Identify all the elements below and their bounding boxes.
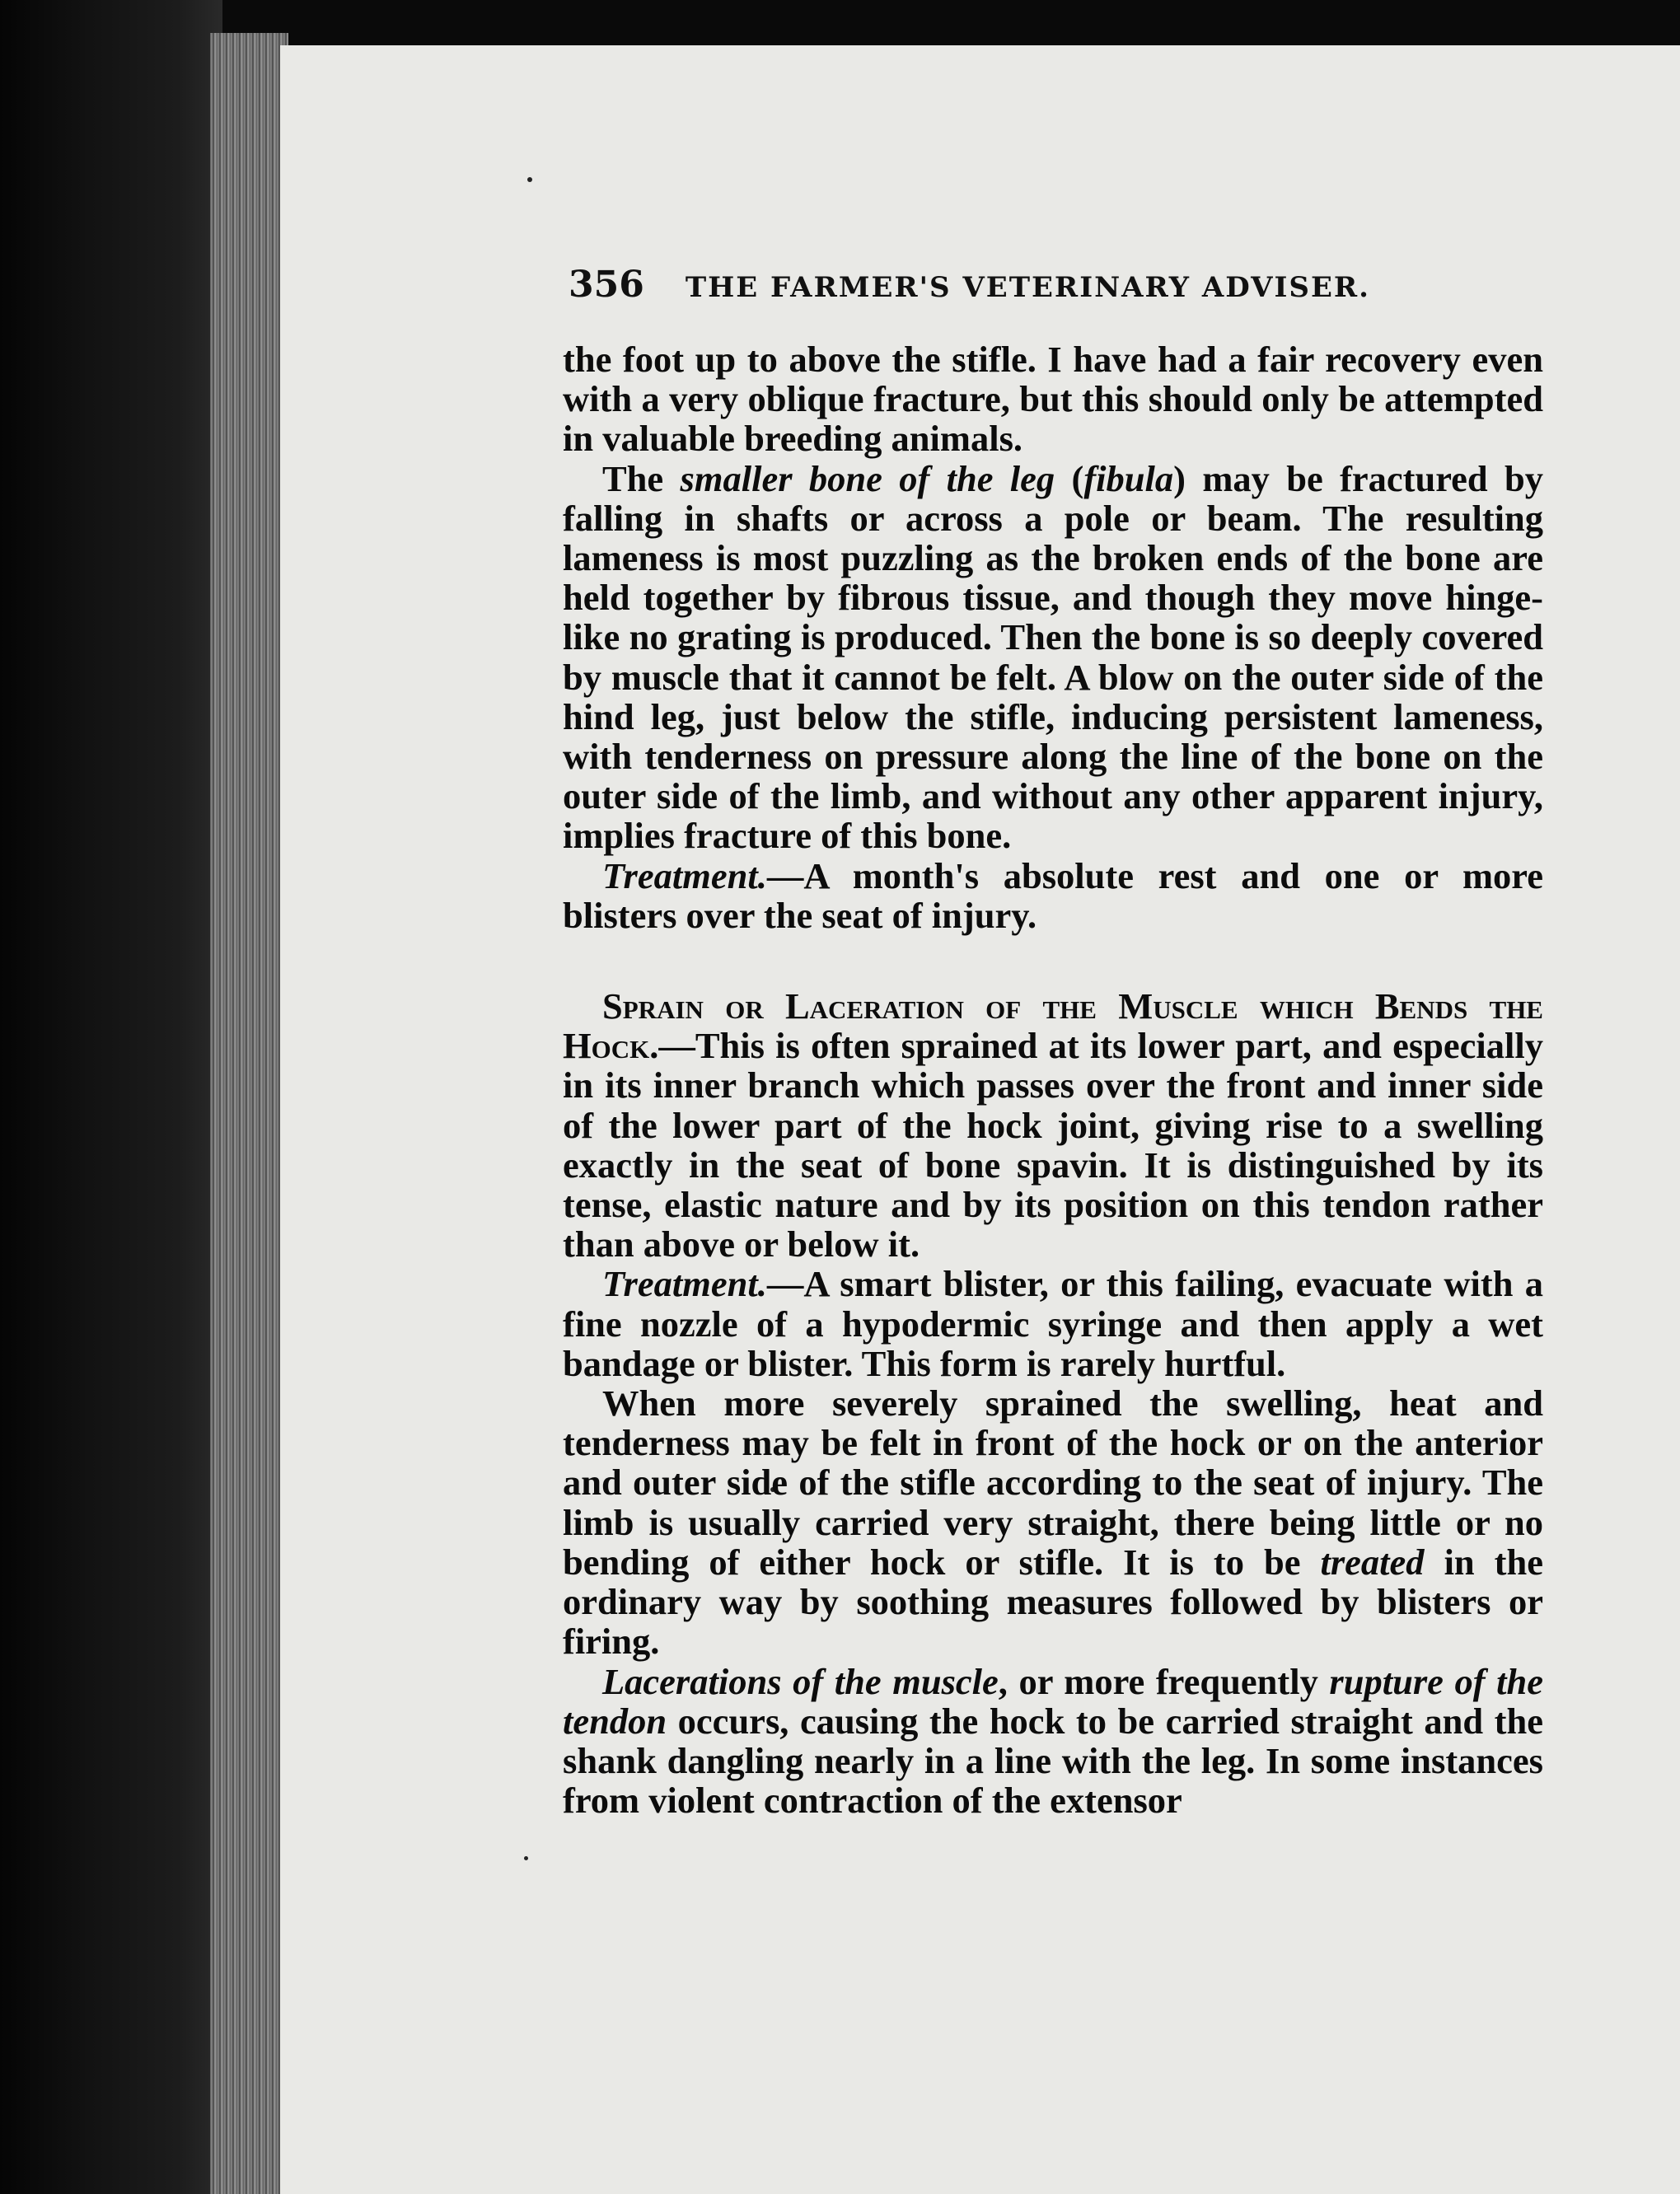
italic-term: rupture of the tendon	[563, 1660, 1543, 1742]
italic-term: smaller bone of the leg	[680, 457, 1055, 499]
section-heading: Sprain or Laceration of the Muscle which Bends the Hock.	[563, 985, 1543, 1067]
paragraph-text: the foot up to above the stifle. I have had a fair recovery even with a very oblique fracture, but this should only be attempted in valuable breeding animals.	[563, 339, 1543, 460]
treatment-label: Treatment.	[602, 1263, 767, 1305]
page-header	[569, 264, 1409, 306]
speck	[527, 177, 532, 182]
page-number: 356	[569, 264, 644, 306]
paragraph-text: —This is often sprained at its lower part, and especially in its inner branch which passes over the front and inner side of the lower part of the hock joint, giving rise to a swelling exactly in the seat of bone spavin. It is distinguished by its tense, elastic nature and by its position on this tendon rather than above or below it.	[563, 1025, 1543, 1265]
paragraph-text: —A month's absolute rest and one or more blisters over the seat of injury.	[563, 854, 1543, 936]
paragraph-text: —A smart blister, or this failing, evacuate with a fine nozzle of a hypodermic syringe and then apply a wet bandage or blister. This form is rarely hurtful.	[563, 1263, 1543, 1384]
paragraph-treatment-2	[563, 1264, 1543, 1383]
book-spine	[0, 0, 222, 2194]
speck	[524, 1856, 528, 1860]
paragraph-treatment-1	[563, 856, 1543, 935]
running-title: THE FARMER'S VETERINARY ADVISER.	[685, 271, 1370, 304]
italic-term: Lacerations of the muscle	[602, 1660, 999, 1702]
paragraph-text: , or more frequently	[998, 1660, 1330, 1702]
paragraph-text: The	[602, 457, 681, 499]
paragraph-text: in the ordinary way by soothing measures followed by blisters or firing.	[563, 1541, 1544, 1663]
paragraph-lacerations	[563, 1662, 1543, 1821]
paragraph-text: (	[1055, 457, 1084, 499]
body-text	[563, 339, 1543, 1820]
italic-term: fibula	[1083, 457, 1174, 499]
paragraph-text: When more severely sprained the swelling, heat and tenderness may be felt in front of the hock or on the anterior and outer side of the stifle according to the seat of injury. The limb is usually carried very straight, there being little or no bending of either hock or stifle. It is to be	[563, 1382, 1543, 1583]
paragraph-sprain	[563, 986, 1543, 1264]
treatment-label: Treatment.	[602, 854, 767, 896]
page-edges	[210, 33, 288, 2194]
paragraph-text: ) may be fractured by falling in shafts or across a pole or beam. The resulting lameness is most puzzling as the broken ends of the bone are held together by fibrous tissue, and though they move hinge-like no grating is produced. Then the bone is so deeply covered by muscle that it cannot be felt. A blow on the outer side of the hind leg, just below the stifle, inducing persistent lameness, with tenderness on pressure along the line of the bone on the outer side of the limb, and without any other apparent injury, implies fracture of this bone.	[563, 457, 1543, 857]
paragraph-severe-sprain	[563, 1383, 1543, 1661]
italic-term: treated	[1320, 1541, 1425, 1583]
paragraph-fibula	[563, 459, 1543, 856]
paragraph-continuation	[563, 339, 1543, 459]
paragraph-text: occurs, causing the hock to be carried straight and the shank dangling nearly in a line with the leg. In some instances from violent contraction of the extensor	[563, 1700, 1543, 1822]
